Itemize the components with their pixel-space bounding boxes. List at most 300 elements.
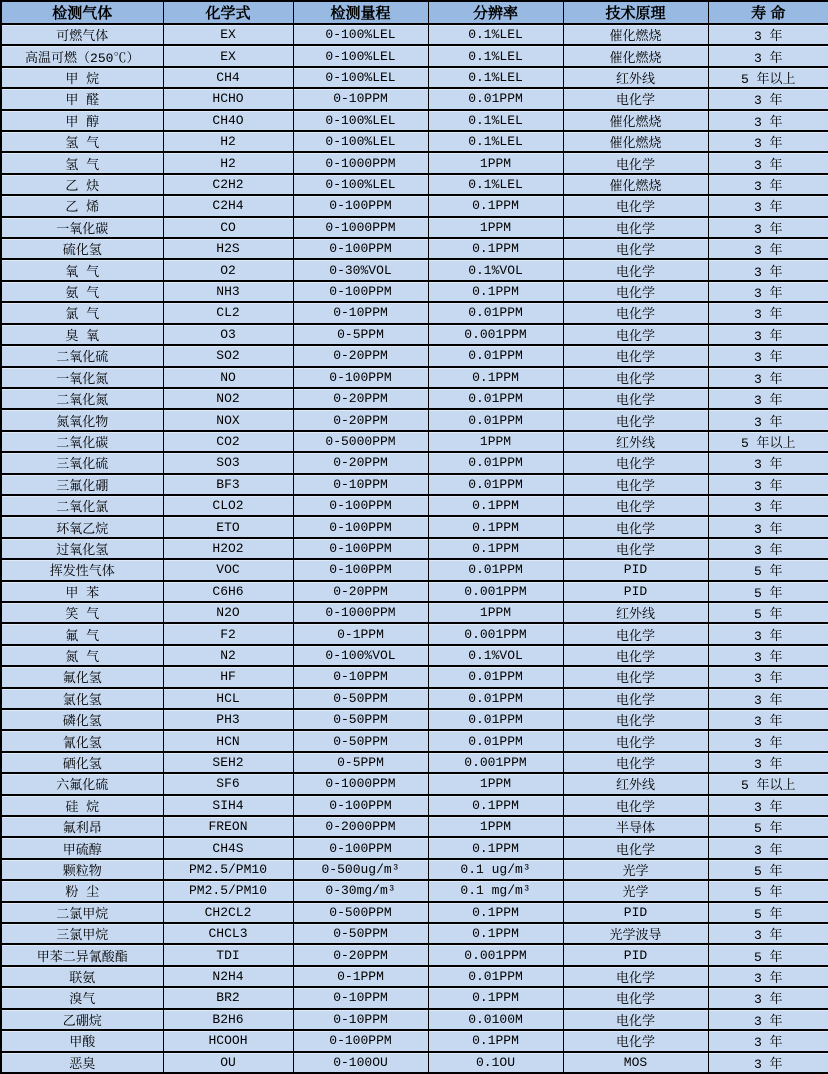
gas-name-cell: 一氧化氮 bbox=[1, 367, 163, 388]
gas-name-cell: 恶臭 bbox=[1, 1052, 163, 1074]
formula-cell: CLO2 bbox=[163, 495, 293, 516]
formula-cell: BR2 bbox=[163, 987, 293, 1008]
range-cell: 0-1PPM bbox=[293, 623, 428, 644]
resolution-cell: 0.1PPM bbox=[428, 495, 563, 516]
range-cell: 0-30%VOL bbox=[293, 259, 428, 280]
resolution-cell: 1PPM bbox=[428, 152, 563, 173]
lifespan-cell: 3 年 bbox=[708, 474, 828, 495]
table-row bbox=[1, 966, 828, 987]
table-row bbox=[1, 859, 828, 880]
formula-cell: HCN bbox=[163, 730, 293, 751]
lifespan-cell: 5 年 bbox=[708, 581, 828, 602]
gas-name-cell: 三氧化硫 bbox=[1, 452, 163, 473]
range-cell: 0-100%LEL bbox=[293, 131, 428, 152]
formula-cell: CH2CL2 bbox=[163, 902, 293, 923]
formula-cell: NO bbox=[163, 367, 293, 388]
principle-cell: 电化学 bbox=[563, 752, 708, 773]
resolution-cell: 0.1PPM bbox=[428, 837, 563, 858]
resolution-cell: 0.001PPM bbox=[428, 752, 563, 773]
table-row bbox=[1, 452, 828, 473]
lifespan-cell: 3 年 bbox=[708, 645, 828, 666]
principle-cell: MOS bbox=[563, 1052, 708, 1074]
gas-name-cell: 臭 氧 bbox=[1, 324, 163, 345]
lifespan-cell: 3 年 bbox=[708, 110, 828, 131]
table-row bbox=[1, 67, 828, 88]
principle-cell: 电化学 bbox=[563, 645, 708, 666]
principle-cell: 电化学 bbox=[563, 495, 708, 516]
resolution-cell: 0.01PPM bbox=[428, 302, 563, 323]
principle-cell: PID bbox=[563, 559, 708, 580]
formula-cell: O2 bbox=[163, 259, 293, 280]
range-cell: 0-100%LEL bbox=[293, 67, 428, 88]
resolution-cell: 0.1%LEL bbox=[428, 45, 563, 66]
range-cell: 0-20PPM bbox=[293, 345, 428, 366]
range-cell: 0-100%LEL bbox=[293, 24, 428, 45]
gas-name-cell: 硫化氢 bbox=[1, 238, 163, 259]
principle-cell: 电化学 bbox=[563, 795, 708, 816]
formula-cell: NH3 bbox=[163, 281, 293, 302]
table-row bbox=[1, 1052, 828, 1074]
lifespan-cell: 3 年 bbox=[708, 24, 828, 45]
range-cell: 0-10PPM bbox=[293, 666, 428, 687]
gas-name-cell: 过氧化氢 bbox=[1, 538, 163, 559]
table-row bbox=[1, 773, 828, 794]
resolution-cell: 0.1PPM bbox=[428, 538, 563, 559]
formula-cell: CH4 bbox=[163, 67, 293, 88]
gas-name-cell: 乙 炔 bbox=[1, 174, 163, 195]
principle-cell: 电化学 bbox=[563, 516, 708, 537]
formula-cell: PM2.5/PM10 bbox=[163, 859, 293, 880]
range-cell: 0-20PPM bbox=[293, 452, 428, 473]
lifespan-cell: 3 年 bbox=[708, 388, 828, 409]
lifespan-cell: 3 年 bbox=[708, 174, 828, 195]
gas-name-cell: 高温可燃（250℃） bbox=[1, 45, 163, 66]
resolution-cell: 0.1%LEL bbox=[428, 67, 563, 88]
formula-cell: TDI bbox=[163, 944, 293, 965]
resolution-cell: 0.1PPM bbox=[428, 195, 563, 216]
lifespan-cell: 5 年 bbox=[708, 944, 828, 965]
principle-cell: 电化学 bbox=[563, 688, 708, 709]
resolution-cell: 0.1%VOL bbox=[428, 259, 563, 280]
principle-cell: 电化学 bbox=[563, 837, 708, 858]
gas-name-cell: 甲 醛 bbox=[1, 88, 163, 109]
formula-cell: C2H4 bbox=[163, 195, 293, 216]
range-cell: 0-1000PPM bbox=[293, 152, 428, 173]
gas-name-cell: 甲酸 bbox=[1, 1030, 163, 1051]
range-cell: 0-10PPM bbox=[293, 987, 428, 1008]
gas-name-cell: 乙 烯 bbox=[1, 195, 163, 216]
lifespan-cell: 3 年 bbox=[708, 495, 828, 516]
table-row bbox=[1, 324, 828, 345]
gas-name-cell: 磷化氢 bbox=[1, 709, 163, 730]
table-row bbox=[1, 238, 828, 259]
range-cell: 0-100PPM bbox=[293, 559, 428, 580]
gas-name-cell: 一氧化碳 bbox=[1, 217, 163, 238]
formula-cell: CHCL3 bbox=[163, 923, 293, 944]
table-row bbox=[1, 110, 828, 131]
gas-name-cell: 三氯甲烷 bbox=[1, 923, 163, 944]
range-cell: 0-1000PPM bbox=[293, 602, 428, 623]
table-row bbox=[1, 1030, 828, 1051]
lifespan-cell: 5 年 bbox=[708, 880, 828, 901]
gas-name-cell: 乙硼烷 bbox=[1, 1009, 163, 1030]
formula-cell: SIH4 bbox=[163, 795, 293, 816]
lifespan-cell: 3 年 bbox=[708, 409, 828, 430]
table-row bbox=[1, 666, 828, 687]
gas-name-cell: 甲 醇 bbox=[1, 110, 163, 131]
resolution-cell: 0.1PPM bbox=[428, 367, 563, 388]
header-technical-principle: 技术原理 bbox=[563, 1, 708, 24]
header-lifespan: 寿 命 bbox=[708, 1, 828, 24]
range-cell: 0-100%LEL bbox=[293, 110, 428, 131]
range-cell: 0-100PPM bbox=[293, 516, 428, 537]
gas-name-cell: 二氧化碳 bbox=[1, 431, 163, 452]
formula-cell: EX bbox=[163, 45, 293, 66]
resolution-cell: 0.1%LEL bbox=[428, 110, 563, 131]
lifespan-cell: 3 年 bbox=[708, 795, 828, 816]
range-cell: 0-100PPM bbox=[293, 795, 428, 816]
gas-name-cell: 氟 气 bbox=[1, 623, 163, 644]
resolution-cell: 0.1PPM bbox=[428, 516, 563, 537]
range-cell: 0-100%LEL bbox=[293, 174, 428, 195]
table-row bbox=[1, 174, 828, 195]
principle-cell: 电化学 bbox=[563, 259, 708, 280]
range-cell: 0-5PPM bbox=[293, 324, 428, 345]
table-row bbox=[1, 902, 828, 923]
principle-cell: 红外线 bbox=[563, 602, 708, 623]
table-row bbox=[1, 923, 828, 944]
lifespan-cell: 3 年 bbox=[708, 281, 828, 302]
table-row bbox=[1, 388, 828, 409]
table-row bbox=[1, 431, 828, 452]
lifespan-cell: 3 年 bbox=[708, 966, 828, 987]
principle-cell: 电化学 bbox=[563, 88, 708, 109]
lifespan-cell: 3 年 bbox=[708, 131, 828, 152]
lifespan-cell: 5 年以上 bbox=[708, 773, 828, 794]
formula-cell: VOC bbox=[163, 559, 293, 580]
lifespan-cell: 3 年 bbox=[708, 1052, 828, 1074]
header-gas-name: 检测气体 bbox=[1, 1, 163, 24]
lifespan-cell: 3 年 bbox=[708, 259, 828, 280]
formula-cell: B2H6 bbox=[163, 1009, 293, 1030]
formula-cell: C2H2 bbox=[163, 174, 293, 195]
formula-cell: F2 bbox=[163, 623, 293, 644]
resolution-cell: 0.1PPM bbox=[428, 795, 563, 816]
range-cell: 0-100PPM bbox=[293, 495, 428, 516]
range-cell: 0-50PPM bbox=[293, 688, 428, 709]
formula-cell: CL2 bbox=[163, 302, 293, 323]
gas-name-cell: 甲 烷 bbox=[1, 67, 163, 88]
lifespan-cell: 3 年 bbox=[708, 88, 828, 109]
lifespan-cell: 3 年 bbox=[708, 367, 828, 388]
range-cell: 0-1PPM bbox=[293, 966, 428, 987]
lifespan-cell: 3 年 bbox=[708, 45, 828, 66]
gas-name-cell: 甲苯二异氰酸酯 bbox=[1, 944, 163, 965]
resolution-cell: 0.1 ug/m³ bbox=[428, 859, 563, 880]
table-row bbox=[1, 24, 828, 45]
gas-name-cell: 硒化氢 bbox=[1, 752, 163, 773]
gas-name-cell: 可燃气体 bbox=[1, 24, 163, 45]
table-row bbox=[1, 602, 828, 623]
principle-cell: 光学波导 bbox=[563, 923, 708, 944]
principle-cell: 电化学 bbox=[563, 1009, 708, 1030]
gas-name-cell: 挥发性气体 bbox=[1, 559, 163, 580]
gas-name-cell: 氨 气 bbox=[1, 281, 163, 302]
lifespan-cell: 3 年 bbox=[708, 730, 828, 751]
principle-cell: 红外线 bbox=[563, 773, 708, 794]
principle-cell: 电化学 bbox=[563, 217, 708, 238]
lifespan-cell: 5 年 bbox=[708, 602, 828, 623]
table-row bbox=[1, 623, 828, 644]
gas-name-cell: 环氧乙烷 bbox=[1, 516, 163, 537]
resolution-cell: 0.0100M bbox=[428, 1009, 563, 1030]
principle-cell: 电化学 bbox=[563, 281, 708, 302]
principle-cell: 电化学 bbox=[563, 195, 708, 216]
table-row bbox=[1, 131, 828, 152]
principle-cell: 电化学 bbox=[563, 666, 708, 687]
formula-cell: CO2 bbox=[163, 431, 293, 452]
formula-cell: CH4S bbox=[163, 837, 293, 858]
table-row bbox=[1, 495, 828, 516]
table-row bbox=[1, 195, 828, 216]
principle-cell: PID bbox=[563, 902, 708, 923]
range-cell: 0-20PPM bbox=[293, 944, 428, 965]
principle-cell: 电化学 bbox=[563, 730, 708, 751]
resolution-cell: 0.1%LEL bbox=[428, 131, 563, 152]
range-cell: 0-100PPM bbox=[293, 1030, 428, 1051]
lifespan-cell: 3 年 bbox=[708, 538, 828, 559]
formula-cell: SO3 bbox=[163, 452, 293, 473]
gas-name-cell: 氟化氢 bbox=[1, 666, 163, 687]
gas-name-cell: 六氟化硫 bbox=[1, 773, 163, 794]
principle-cell: 红外线 bbox=[563, 431, 708, 452]
lifespan-cell: 3 年 bbox=[708, 195, 828, 216]
formula-cell: PM2.5/PM10 bbox=[163, 880, 293, 901]
principle-cell: 电化学 bbox=[563, 623, 708, 644]
lifespan-cell: 3 年 bbox=[708, 516, 828, 537]
lifespan-cell: 3 年 bbox=[708, 302, 828, 323]
formula-cell: N2 bbox=[163, 645, 293, 666]
table-row bbox=[1, 837, 828, 858]
formula-cell: HCHO bbox=[163, 88, 293, 109]
formula-cell: ETO bbox=[163, 516, 293, 537]
formula-cell: N2H4 bbox=[163, 966, 293, 987]
formula-cell: H2O2 bbox=[163, 538, 293, 559]
range-cell: 0-100PPM bbox=[293, 837, 428, 858]
formula-cell: PH3 bbox=[163, 709, 293, 730]
principle-cell: 催化燃烧 bbox=[563, 174, 708, 195]
formula-cell: H2 bbox=[163, 152, 293, 173]
gas-name-cell: 联氨 bbox=[1, 966, 163, 987]
table-row bbox=[1, 152, 828, 173]
table-row bbox=[1, 302, 828, 323]
header-detection-range: 检测量程 bbox=[293, 1, 428, 24]
resolution-cell: 0.1%VOL bbox=[428, 645, 563, 666]
resolution-cell: 0.001PPM bbox=[428, 944, 563, 965]
range-cell: 0-20PPM bbox=[293, 388, 428, 409]
gas-name-cell: 氟利昂 bbox=[1, 816, 163, 837]
principle-cell: 光学 bbox=[563, 880, 708, 901]
gas-name-cell: 甲硫醇 bbox=[1, 837, 163, 858]
table-row bbox=[1, 281, 828, 302]
resolution-cell: 0.01PPM bbox=[428, 709, 563, 730]
formula-cell: HCOOH bbox=[163, 1030, 293, 1051]
principle-cell: 电化学 bbox=[563, 1030, 708, 1051]
principle-cell: 电化学 bbox=[563, 345, 708, 366]
lifespan-cell: 3 年 bbox=[708, 666, 828, 687]
resolution-cell: 0.1OU bbox=[428, 1052, 563, 1074]
gas-name-cell: 二氧化硫 bbox=[1, 345, 163, 366]
principle-cell: 电化学 bbox=[563, 238, 708, 259]
table-row bbox=[1, 730, 828, 751]
range-cell: 0-50PPM bbox=[293, 923, 428, 944]
formula-cell: H2 bbox=[163, 131, 293, 152]
range-cell: 0-20PPM bbox=[293, 581, 428, 602]
range-cell: 0-1000PPM bbox=[293, 773, 428, 794]
resolution-cell: 1PPM bbox=[428, 217, 563, 238]
lifespan-cell: 3 年 bbox=[708, 1030, 828, 1051]
resolution-cell: 0.01PPM bbox=[428, 474, 563, 495]
table-row bbox=[1, 987, 828, 1008]
resolution-cell: 0.1PPM bbox=[428, 902, 563, 923]
table-row bbox=[1, 217, 828, 238]
gas-name-cell: 溴气 bbox=[1, 987, 163, 1008]
range-cell: 0-500PPM bbox=[293, 902, 428, 923]
gas-name-cell: 氧 气 bbox=[1, 259, 163, 280]
table-row bbox=[1, 559, 828, 580]
table-row bbox=[1, 45, 828, 66]
table-row bbox=[1, 88, 828, 109]
resolution-cell: 0.1 mg/m³ bbox=[428, 880, 563, 901]
resolution-cell: 0.01PPM bbox=[428, 452, 563, 473]
principle-cell: 电化学 bbox=[563, 987, 708, 1008]
lifespan-cell: 3 年 bbox=[708, 217, 828, 238]
gas-name-cell: 甲 苯 bbox=[1, 581, 163, 602]
range-cell: 0-100%VOL bbox=[293, 645, 428, 666]
formula-cell: O3 bbox=[163, 324, 293, 345]
table-row bbox=[1, 409, 828, 430]
table-row bbox=[1, 944, 828, 965]
lifespan-cell: 5 年以上 bbox=[708, 67, 828, 88]
lifespan-cell: 3 年 bbox=[708, 452, 828, 473]
range-cell: 0-100PPM bbox=[293, 281, 428, 302]
principle-cell: 电化学 bbox=[563, 152, 708, 173]
lifespan-cell: 3 年 bbox=[708, 1009, 828, 1030]
formula-cell: CO bbox=[163, 217, 293, 238]
lifespan-cell: 3 年 bbox=[708, 837, 828, 858]
table-row bbox=[1, 367, 828, 388]
principle-cell: 红外线 bbox=[563, 67, 708, 88]
gas-name-cell: 氯化氢 bbox=[1, 688, 163, 709]
range-cell: 0-2000PPM bbox=[293, 816, 428, 837]
gas-name-cell: 氢 气 bbox=[1, 152, 163, 173]
resolution-cell: 0.001PPM bbox=[428, 581, 563, 602]
principle-cell: 催化燃烧 bbox=[563, 24, 708, 45]
table-row bbox=[1, 259, 828, 280]
formula-cell: FREON bbox=[163, 816, 293, 837]
formula-cell: EX bbox=[163, 24, 293, 45]
table-row bbox=[1, 880, 828, 901]
formula-cell: OU bbox=[163, 1052, 293, 1074]
range-cell: 0-100PPM bbox=[293, 238, 428, 259]
resolution-cell: 0.1PPM bbox=[428, 923, 563, 944]
resolution-cell: 0.01PPM bbox=[428, 409, 563, 430]
lifespan-cell: 3 年 bbox=[708, 709, 828, 730]
principle-cell: 半导体 bbox=[563, 816, 708, 837]
principle-cell: 电化学 bbox=[563, 474, 708, 495]
principle-cell: 电化学 bbox=[563, 538, 708, 559]
lifespan-cell: 5 年 bbox=[708, 859, 828, 880]
table-row bbox=[1, 581, 828, 602]
table-row bbox=[1, 645, 828, 666]
range-cell: 0-10PPM bbox=[293, 474, 428, 495]
resolution-cell: 0.01PPM bbox=[428, 688, 563, 709]
gas-name-cell: 三氟化硼 bbox=[1, 474, 163, 495]
formula-cell: NOX bbox=[163, 409, 293, 430]
gas-name-cell: 硅 烷 bbox=[1, 795, 163, 816]
gas-name-cell: 二氧化氮 bbox=[1, 388, 163, 409]
table-row bbox=[1, 709, 828, 730]
range-cell: 0-100%LEL bbox=[293, 45, 428, 66]
gas-name-cell: 二氧化氯 bbox=[1, 495, 163, 516]
gas-name-cell: 氢 气 bbox=[1, 131, 163, 152]
principle-cell: 电化学 bbox=[563, 388, 708, 409]
table-row bbox=[1, 474, 828, 495]
principle-cell: PID bbox=[563, 581, 708, 602]
gas-name-cell: 颗粒物 bbox=[1, 859, 163, 880]
principle-cell: 电化学 bbox=[563, 409, 708, 430]
table-row bbox=[1, 516, 828, 537]
table-row bbox=[1, 795, 828, 816]
resolution-cell: 0.001PPM bbox=[428, 623, 563, 644]
resolution-cell: 0.01PPM bbox=[428, 345, 563, 366]
formula-cell: SEH2 bbox=[163, 752, 293, 773]
principle-cell: 催化燃烧 bbox=[563, 110, 708, 131]
resolution-cell: 0.1%LEL bbox=[428, 174, 563, 195]
resolution-cell: 0.1PPM bbox=[428, 987, 563, 1008]
range-cell: 0-100PPM bbox=[293, 195, 428, 216]
table-body bbox=[1, 24, 828, 1073]
gas-name-cell: 氮 气 bbox=[1, 645, 163, 666]
lifespan-cell: 5 年 bbox=[708, 559, 828, 580]
table-row bbox=[1, 752, 828, 773]
resolution-cell: 1PPM bbox=[428, 773, 563, 794]
lifespan-cell: 3 年 bbox=[708, 688, 828, 709]
resolution-cell: 0.1PPM bbox=[428, 281, 563, 302]
lifespan-cell: 5 年 bbox=[708, 816, 828, 837]
resolution-cell: 0.01PPM bbox=[428, 966, 563, 987]
lifespan-cell: 3 年 bbox=[708, 152, 828, 173]
lifespan-cell: 5 年 bbox=[708, 902, 828, 923]
principle-cell: 电化学 bbox=[563, 452, 708, 473]
gas-name-cell: 氯 气 bbox=[1, 302, 163, 323]
table-row bbox=[1, 345, 828, 366]
resolution-cell: 0.01PPM bbox=[428, 559, 563, 580]
formula-cell: BF3 bbox=[163, 474, 293, 495]
resolution-cell: 0.01PPM bbox=[428, 730, 563, 751]
range-cell: 0-10PPM bbox=[293, 1009, 428, 1030]
gas-name-cell: 二氯甲烷 bbox=[1, 902, 163, 923]
lifespan-cell: 5 年以上 bbox=[708, 431, 828, 452]
header-row bbox=[1, 1, 828, 24]
range-cell: 0-30mg/m³ bbox=[293, 880, 428, 901]
header-chemical-formula: 化学式 bbox=[163, 1, 293, 24]
principle-cell: 电化学 bbox=[563, 324, 708, 345]
range-cell: 0-10PPM bbox=[293, 302, 428, 323]
formula-cell: SF6 bbox=[163, 773, 293, 794]
principle-cell: 电化学 bbox=[563, 367, 708, 388]
lifespan-cell: 3 年 bbox=[708, 238, 828, 259]
